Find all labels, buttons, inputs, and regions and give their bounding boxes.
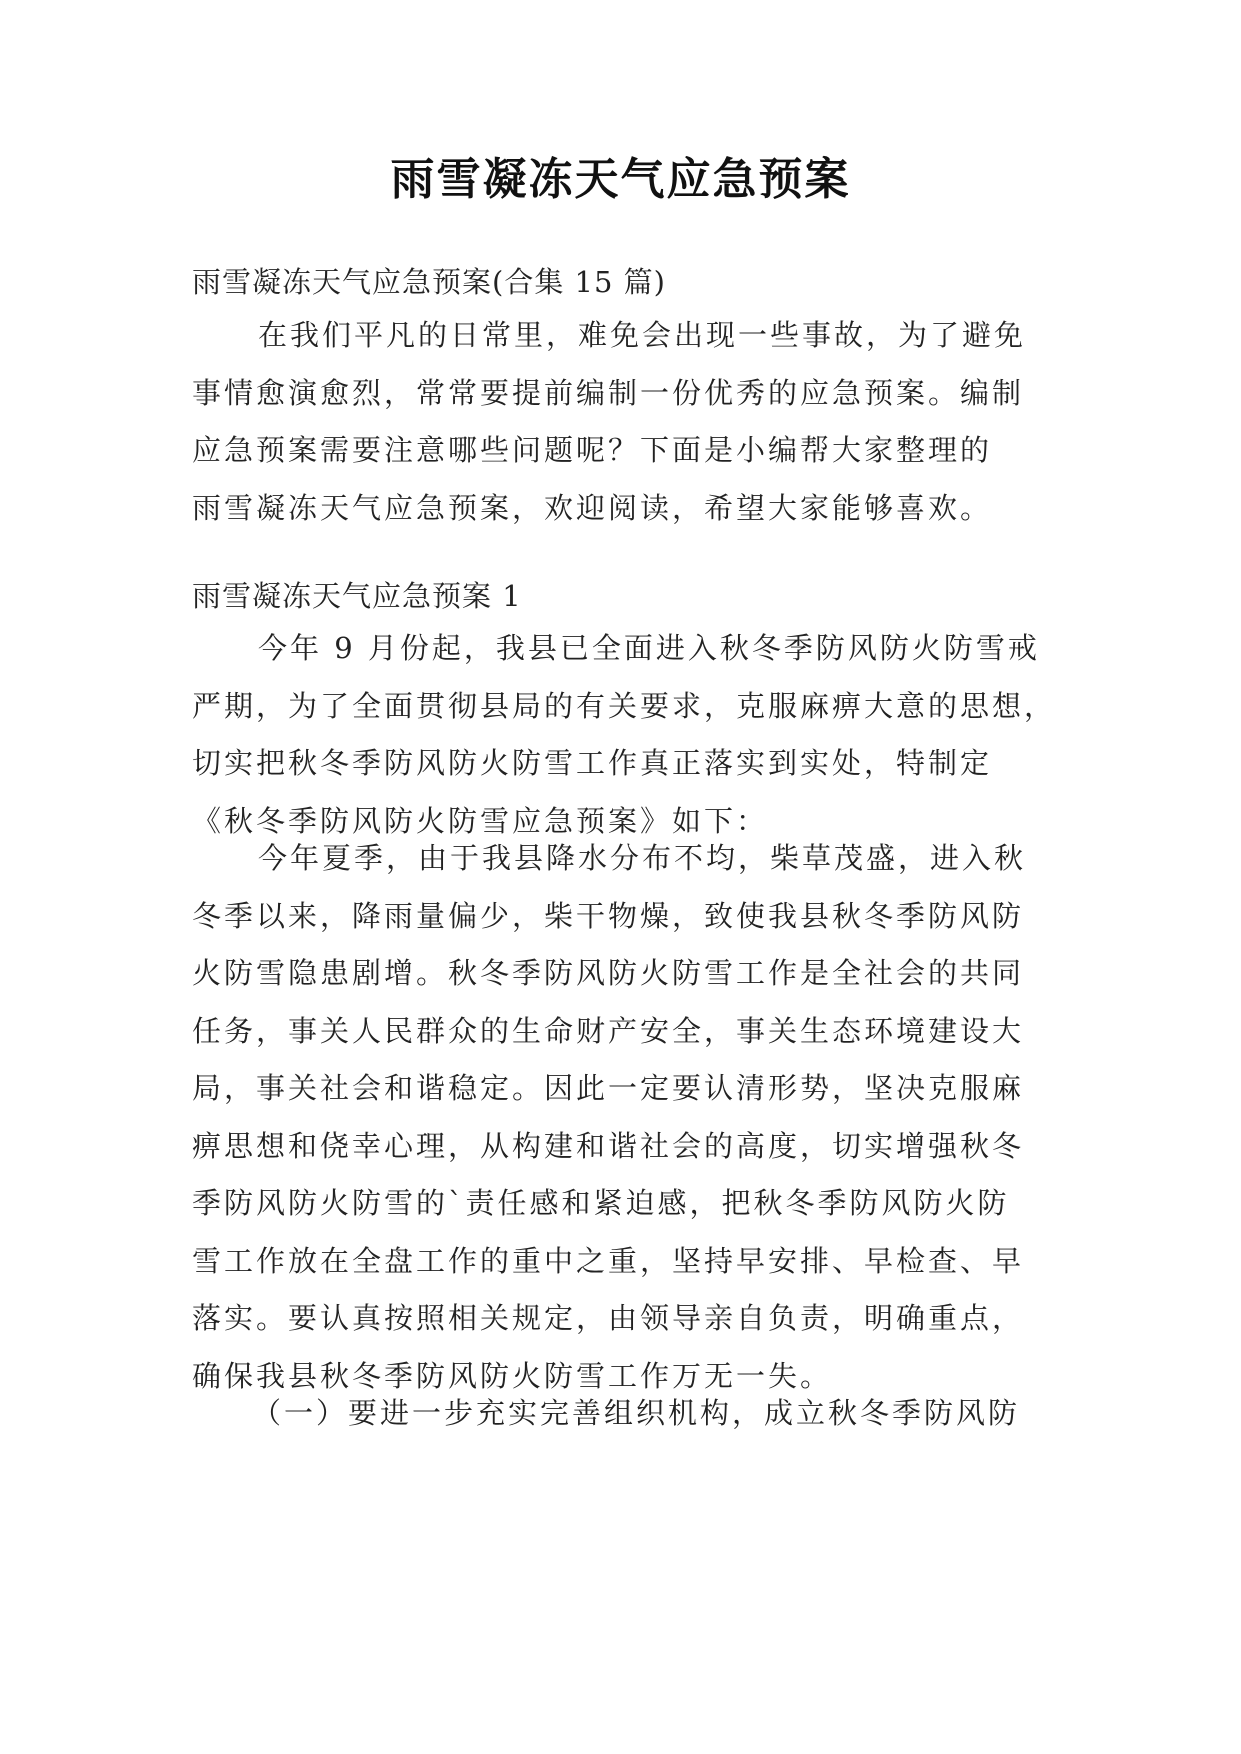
para3-line-1: （一）要进一步充实完善组织机构，成立秋冬季防风防 [252, 1396, 1021, 1430]
intro-line-4: 雨雪凝冻天气应急预案，欢迎阅读，希望大家能够喜欢。 [192, 490, 993, 525]
section-heading-1: 雨雪凝冻天气应急预案 1 [192, 579, 522, 613]
section-1-paragraph-2 [192, 830, 1060, 1405]
para2-line-3: 火防雪隐患剧增。秋冬季防风防火防雪工作是全社会的共同 [192, 956, 1025, 990]
para1-line-4: 《秋冬季防风防火防雪应急预案》如下： [192, 803, 769, 838]
para2-line-8: 雪工作放在全盘工作的重中之重，坚持早安排、早检查、早 [192, 1243, 1025, 1278]
intro-paragraph [192, 307, 1060, 537]
para2-line-2: 冬季以来，降雨量偏少，柴干物燥，致使我县秋冬季防风防 [192, 898, 1025, 933]
para1-line-3: 切实把秋冬季防风防火防雪工作真正落实到实处，特制定 [192, 746, 993, 780]
para2-line-9: 落实。要认真按照相关规定，由领导亲自负责，明确重点， [192, 1301, 1025, 1335]
collection-heading: 雨雪凝冻天气应急预案(合集 15 篇) [192, 265, 666, 299]
para2-line-4: 任务，事关人民群众的生命财产安全，事关生态环境建设大 [192, 1013, 1025, 1048]
intro-line-3: 应急预案需要注意哪些问题呢？下面是小编帮大家整理的 [192, 433, 993, 467]
intro-line-2: 事情愈演愈烈，常常要提前编制一份优秀的应急预案。编制 [192, 375, 1025, 410]
para2-line-7: 季防风防火防雪的`责任感和紧迫感，把秋冬季防风防火防 [192, 1186, 1010, 1220]
intro-line-1: 在我们平凡的日常里，难免会出现一些事故，为了避免 [258, 318, 1027, 352]
para2-line-5: 局，事关社会和谐稳定。因此一定要认清形势，坚决克服麻 [192, 1071, 1025, 1105]
para1-line-2: 严期，为了全面贯彻县局的有关要求，克服麻痹大意的思想， [192, 688, 1057, 723]
para2-line-1: 今年夏季，由于我县降水分布不均，柴草茂盛，进入秋 [258, 841, 1027, 875]
para2-line-6: 痹思想和侥幸心理，从构建和谐社会的高度，切实增强秋冬 [192, 1128, 1025, 1163]
para1-line-1: 今年 9 月份起，我县已全面进入秋冬季防风防火防雪戒 [258, 631, 1040, 665]
document-title: 雨雪凝冻天气应急预案 [390, 154, 851, 205]
section-1-paragraph-1 [192, 620, 1060, 850]
section-1-paragraph-3 [192, 1385, 1060, 1443]
para2-line-10: 确保我县秋冬季防风防火防雪工作万无一失。 [192, 1358, 833, 1393]
